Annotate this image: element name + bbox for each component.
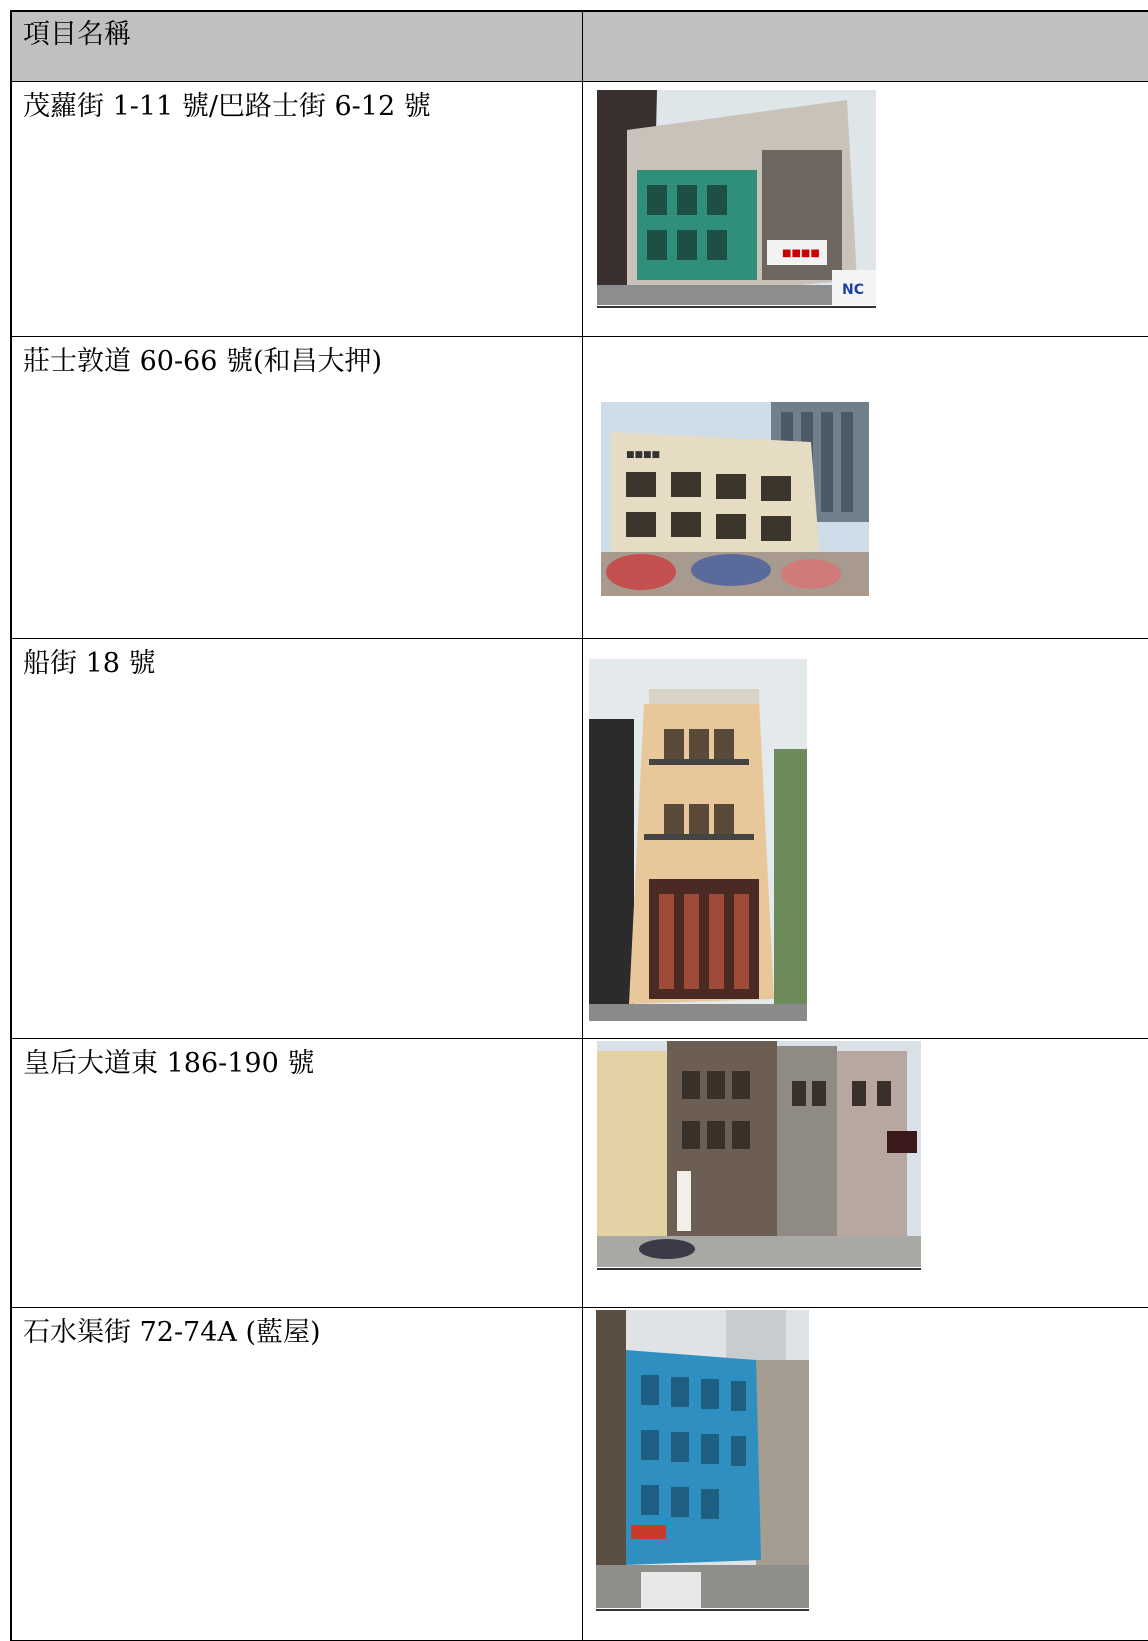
heritage-table: [10, 10, 1148, 1641]
building-blue-house-photo: [596, 1310, 809, 1608]
project-name-cell: 船街 18 號: [12, 639, 583, 1038]
project-name-cell: 石水渠街 72-74A (藍屋): [12, 1308, 583, 1640]
table-header-row: [12, 12, 1148, 82]
photo-underline: [596, 1609, 809, 1611]
svg-text:■■■■: ■■■■: [782, 248, 820, 259]
photo-cell: [583, 1039, 1148, 1307]
project-name-cell: 茂蘿街 1-11 號/巴路士街 6-12 號: [12, 82, 583, 336]
building-narrow-cream-facade-photo: [589, 659, 807, 1021]
table-row: [12, 82, 1148, 337]
header-photo-column: [583, 12, 1148, 81]
photo-cell: [583, 82, 1148, 336]
photo-cell: [583, 337, 1148, 638]
photo-cell: [583, 639, 1148, 1038]
photo-underline: [597, 1268, 921, 1270]
building-wo-cheong-pawn-shop-photo: [601, 402, 869, 596]
photo-underline: [597, 306, 876, 308]
table-row: [12, 337, 1148, 639]
photo-cell: [583, 1308, 1148, 1640]
table-row: [12, 639, 1148, 1039]
building-green-tenement-photo: [597, 90, 876, 305]
svg-text:■■■■: ■■■■: [626, 450, 661, 460]
table-row: [12, 1308, 1148, 1641]
building-queens-road-east-tenement-photo: [597, 1041, 921, 1267]
project-name-cell: 莊士敦道 60-66 號(和昌大押): [12, 337, 583, 638]
header-project-name: 項目名稱: [12, 12, 583, 81]
table-row: [12, 1039, 1148, 1308]
svg-text:NC: NC: [842, 282, 864, 298]
project-name-cell: 皇后大道東 186-190 號: [12, 1039, 583, 1307]
